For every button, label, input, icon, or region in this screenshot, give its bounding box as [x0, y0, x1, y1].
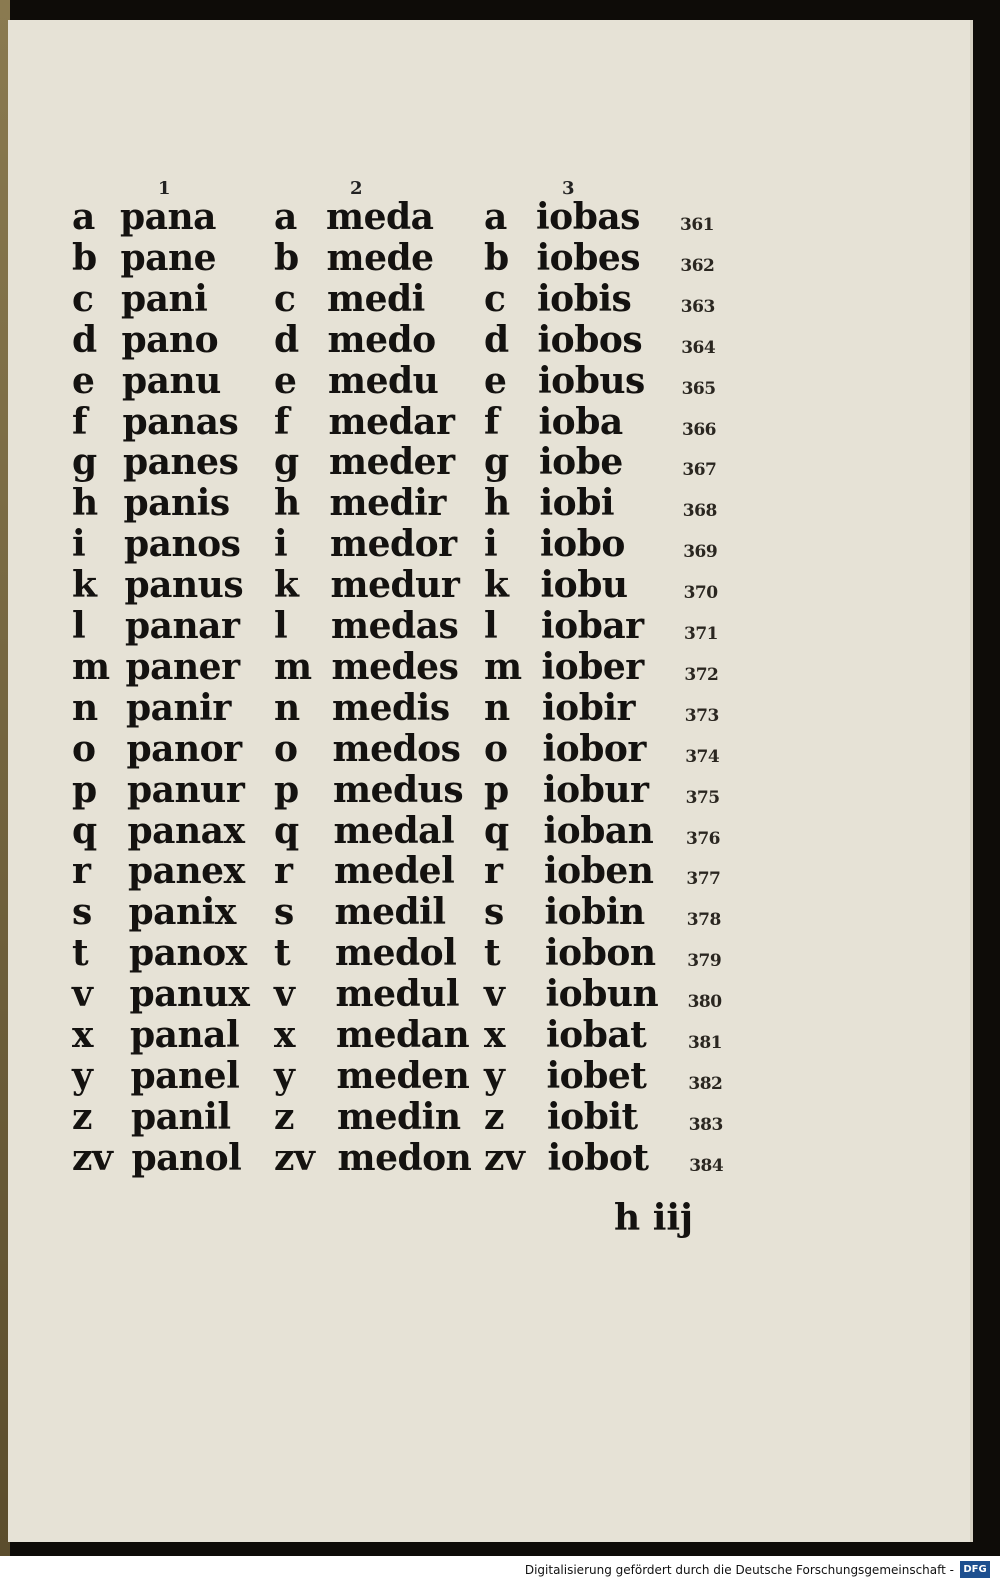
- row-letter-1: i: [72, 523, 86, 566]
- row-letter-1: q: [72, 809, 97, 852]
- row-word-2: medin: [337, 1095, 461, 1138]
- row-letter-3: x: [484, 1014, 505, 1056]
- row-letter-2: l: [274, 605, 288, 647]
- row-word-3: iobis: [537, 277, 632, 320]
- table-row: [8, 1097, 970, 1138]
- row-word-1: panu: [122, 359, 221, 402]
- row-number: 382: [688, 1073, 723, 1094]
- signature-mark: h iij: [614, 1197, 694, 1239]
- row-word-2: medal: [333, 809, 455, 852]
- row-number: 370: [683, 583, 718, 604]
- row-word-2: medes: [331, 645, 459, 688]
- row-letter-3: k: [484, 564, 509, 607]
- row-word-2: medi: [327, 277, 425, 320]
- row-word-1: panur: [127, 768, 245, 811]
- row-number: 383: [688, 1114, 723, 1135]
- row-word-1: pane: [120, 236, 217, 279]
- table-row: [8, 851, 970, 892]
- table-row: [8, 197, 970, 238]
- table-row: [8, 1056, 970, 1097]
- row-word-3: iobo: [540, 523, 625, 566]
- row-letter-2: q: [274, 809, 299, 852]
- row-number: 368: [682, 501, 717, 522]
- row-word-1: panes: [123, 441, 239, 484]
- row-word-2: medir: [329, 482, 446, 525]
- row-word-1: panus: [124, 564, 244, 607]
- table-row: [8, 279, 970, 320]
- table-row: [8, 361, 970, 402]
- row-word-1: pano: [121, 318, 219, 361]
- row-letter-1: z: [72, 1095, 92, 1138]
- row-letter-1: f: [72, 400, 87, 443]
- row-letter-3: l: [484, 605, 498, 647]
- footer-bar: [0, 1556, 1000, 1586]
- row-word-2: medon: [337, 1136, 472, 1179]
- row-word-1: panol: [131, 1136, 242, 1179]
- row-word-2: medul: [335, 973, 460, 1016]
- row-letter-1: a: [72, 196, 95, 238]
- row-letter-3: y: [484, 1054, 505, 1097]
- row-word-3: iobes: [536, 236, 641, 279]
- row-letter-3: n: [484, 686, 510, 729]
- row-letter-1: t: [72, 932, 89, 975]
- row-letter-2: m: [274, 645, 312, 688]
- row-number: 372: [684, 664, 719, 685]
- row-letter-2: g: [274, 441, 299, 484]
- column-header-3: 3: [562, 178, 575, 199]
- row-letter-2: a: [274, 196, 297, 238]
- row-word-1: pana: [120, 196, 216, 238]
- table-row: [8, 524, 970, 565]
- row-word-2: medol: [335, 932, 457, 975]
- row-number: 369: [683, 542, 718, 563]
- row-letter-1: p: [72, 768, 97, 811]
- book-page: [8, 20, 973, 1542]
- row-letter-2: s: [274, 891, 294, 934]
- row-letter-3: i: [484, 523, 498, 566]
- table-row: [8, 402, 970, 443]
- table-row: [8, 1015, 970, 1056]
- row-word-3: iobot: [547, 1136, 649, 1179]
- row-word-2: medar: [328, 400, 455, 443]
- row-letter-2: p: [274, 768, 299, 811]
- row-letter-1: c: [72, 277, 94, 320]
- row-letter-1: m: [72, 645, 110, 688]
- row-letter-2: e: [274, 359, 297, 402]
- row-letter-2: n: [274, 686, 300, 729]
- row-word-2: medan: [336, 1014, 470, 1056]
- row-word-1: panar: [125, 605, 240, 647]
- table-row: [8, 442, 970, 483]
- row-letter-2: z: [274, 1095, 294, 1138]
- row-letter-2: d: [274, 318, 299, 361]
- row-letter-2: o: [274, 727, 298, 770]
- row-letter-1: o: [72, 727, 96, 770]
- row-word-3: iobit: [547, 1095, 638, 1138]
- row-word-3: iobas: [536, 196, 640, 238]
- row-letter-3: a: [484, 196, 507, 238]
- row-number: 378: [686, 910, 721, 931]
- row-number: 379: [687, 951, 722, 972]
- row-word-2: medil: [334, 891, 446, 934]
- row-word-1: panos: [124, 523, 241, 566]
- row-number: 377: [686, 869, 721, 890]
- row-letter-1: k: [72, 564, 97, 607]
- row-letter-1: l: [72, 605, 86, 647]
- table-row: [8, 320, 970, 361]
- column-header-1: 1: [158, 178, 171, 199]
- row-word-3: iobi: [539, 482, 615, 525]
- row-letter-3: v: [484, 973, 505, 1016]
- row-number: 373: [684, 705, 719, 726]
- row-letter-2: k: [274, 564, 299, 607]
- row-number: 384: [689, 1155, 724, 1176]
- row-word-1: panil: [131, 1095, 231, 1138]
- row-word-1: panox: [129, 932, 247, 975]
- row-number: 376: [686, 828, 720, 849]
- row-word-2: medis: [332, 686, 450, 729]
- row-word-1: panor: [126, 727, 242, 770]
- row-number: 366: [682, 419, 716, 440]
- row-letter-3: c: [484, 277, 506, 320]
- row-letter-3: b: [484, 236, 509, 279]
- row-word-3: iobir: [542, 686, 636, 729]
- row-word-3: iobur: [543, 768, 649, 811]
- row-letter-1: zv: [72, 1136, 113, 1179]
- row-number: 371: [684, 624, 718, 644]
- row-word-3: iobos: [537, 318, 643, 361]
- row-word-3: iobar: [541, 605, 644, 647]
- row-word-3: iobe: [539, 441, 623, 484]
- table-row: [8, 974, 970, 1015]
- row-word-3: iobun: [545, 973, 659, 1016]
- row-word-3: iobin: [544, 891, 645, 934]
- table-row: [8, 933, 970, 974]
- row-word-1: panax: [127, 809, 245, 852]
- row-letter-2: h: [274, 482, 300, 525]
- row-word-3: iobu: [540, 564, 628, 607]
- row-word-2: medu: [328, 359, 439, 402]
- row-number: 362: [680, 255, 715, 276]
- table-row: [8, 729, 970, 770]
- row-number: 375: [685, 787, 720, 808]
- row-letter-1: s: [72, 891, 92, 934]
- row-word-2: medel: [334, 850, 455, 893]
- row-letter-3: e: [484, 359, 507, 402]
- row-letter-2: x: [274, 1014, 295, 1056]
- row-letter-1: v: [72, 973, 93, 1016]
- row-word-3: iobor: [542, 727, 646, 770]
- row-letter-1: h: [72, 482, 98, 525]
- row-letter-3: h: [484, 482, 510, 525]
- row-word-2: medo: [327, 318, 436, 361]
- table-row: [8, 565, 970, 606]
- row-word-2: meden: [336, 1054, 470, 1097]
- row-letter-1: n: [72, 686, 98, 729]
- row-word-3: iobet: [546, 1054, 647, 1097]
- row-letter-3: q: [484, 809, 509, 852]
- table-row: [8, 238, 970, 279]
- row-letter-3: p: [484, 768, 509, 811]
- row-number: 374: [685, 746, 720, 767]
- row-number: 367: [682, 460, 717, 481]
- table-row: [8, 1138, 970, 1179]
- row-letter-3: r: [484, 850, 503, 893]
- row-number: 361: [680, 215, 714, 235]
- row-word-1: panux: [129, 973, 250, 1016]
- row-word-2: medor: [330, 523, 457, 566]
- row-word-3: iober: [541, 645, 644, 688]
- row-word-1: panas: [122, 400, 239, 443]
- row-number: 365: [681, 378, 716, 399]
- row-letter-3: f: [484, 400, 499, 443]
- row-letter-1: x: [72, 1014, 93, 1056]
- table-row: [8, 688, 970, 729]
- row-word-1: panis: [123, 482, 230, 525]
- table-row: [8, 892, 970, 933]
- row-letter-3: d: [484, 318, 509, 361]
- row-word-1: panex: [128, 850, 245, 893]
- row-letter-1: g: [72, 441, 97, 484]
- row-word-3: iobon: [545, 932, 656, 975]
- row-letter-1: e: [72, 359, 95, 402]
- row-number: 380: [687, 992, 722, 1013]
- row-letter-3: z: [484, 1095, 504, 1138]
- row-letter-2: f: [274, 400, 289, 443]
- row-letter-2: r: [274, 850, 293, 893]
- row-letter-1: d: [72, 318, 97, 361]
- row-word-2: mede: [326, 236, 434, 279]
- row-word-2: meder: [329, 441, 455, 484]
- row-word-3: iobat: [546, 1014, 647, 1056]
- row-letter-2: c: [274, 277, 296, 320]
- table-row: [8, 606, 970, 647]
- row-letter-2: y: [274, 1054, 295, 1097]
- row-word-2: medas: [331, 605, 459, 647]
- row-letter-3: t: [484, 932, 501, 975]
- row-letter-1: r: [72, 850, 91, 893]
- table-row: [8, 811, 970, 852]
- row-letter-3: m: [484, 645, 522, 688]
- row-letter-2: i: [274, 523, 288, 566]
- row-word-3: ioben: [544, 850, 654, 893]
- table-row: [8, 483, 970, 524]
- row-letter-3: zv: [484, 1136, 525, 1179]
- row-number: 364: [681, 337, 716, 358]
- row-letter-3: o: [484, 727, 508, 770]
- row-word-1: panir: [126, 686, 231, 729]
- row-word-1: pani: [121, 277, 208, 320]
- column-header-2: 2: [350, 178, 363, 199]
- row-word-2: medur: [330, 564, 460, 607]
- table-row: [8, 770, 970, 811]
- row-word-1: panel: [130, 1054, 240, 1097]
- row-number: 363: [680, 296, 715, 317]
- row-letter-1: b: [72, 236, 97, 279]
- row-word-2: medus: [333, 768, 464, 811]
- row-letter-3: g: [484, 441, 509, 484]
- dfg-logo: DFG: [960, 1561, 990, 1578]
- row-word-3: iobus: [538, 359, 645, 402]
- row-letter-3: s: [484, 891, 504, 934]
- row-letter-2: t: [274, 932, 291, 975]
- footer-credit: Digitalisierung gefördert durch die Deutsche Forschungsgemeinschaft -: [524, 1563, 954, 1577]
- row-letter-2: b: [274, 236, 299, 279]
- row-word-2: meda: [326, 196, 434, 238]
- row-word-1: paner: [125, 645, 240, 688]
- table-row: [8, 647, 970, 688]
- row-word-3: ioba: [538, 400, 623, 443]
- row-letter-2: v: [274, 973, 295, 1016]
- row-letter-2: zv: [274, 1136, 315, 1179]
- row-word-1: panal: [130, 1014, 240, 1056]
- row-word-3: ioban: [543, 809, 654, 852]
- row-number: 381: [688, 1033, 722, 1053]
- row-word-1: panix: [128, 891, 236, 934]
- row-word-2: medos: [332, 727, 461, 770]
- row-letter-1: y: [72, 1054, 93, 1097]
